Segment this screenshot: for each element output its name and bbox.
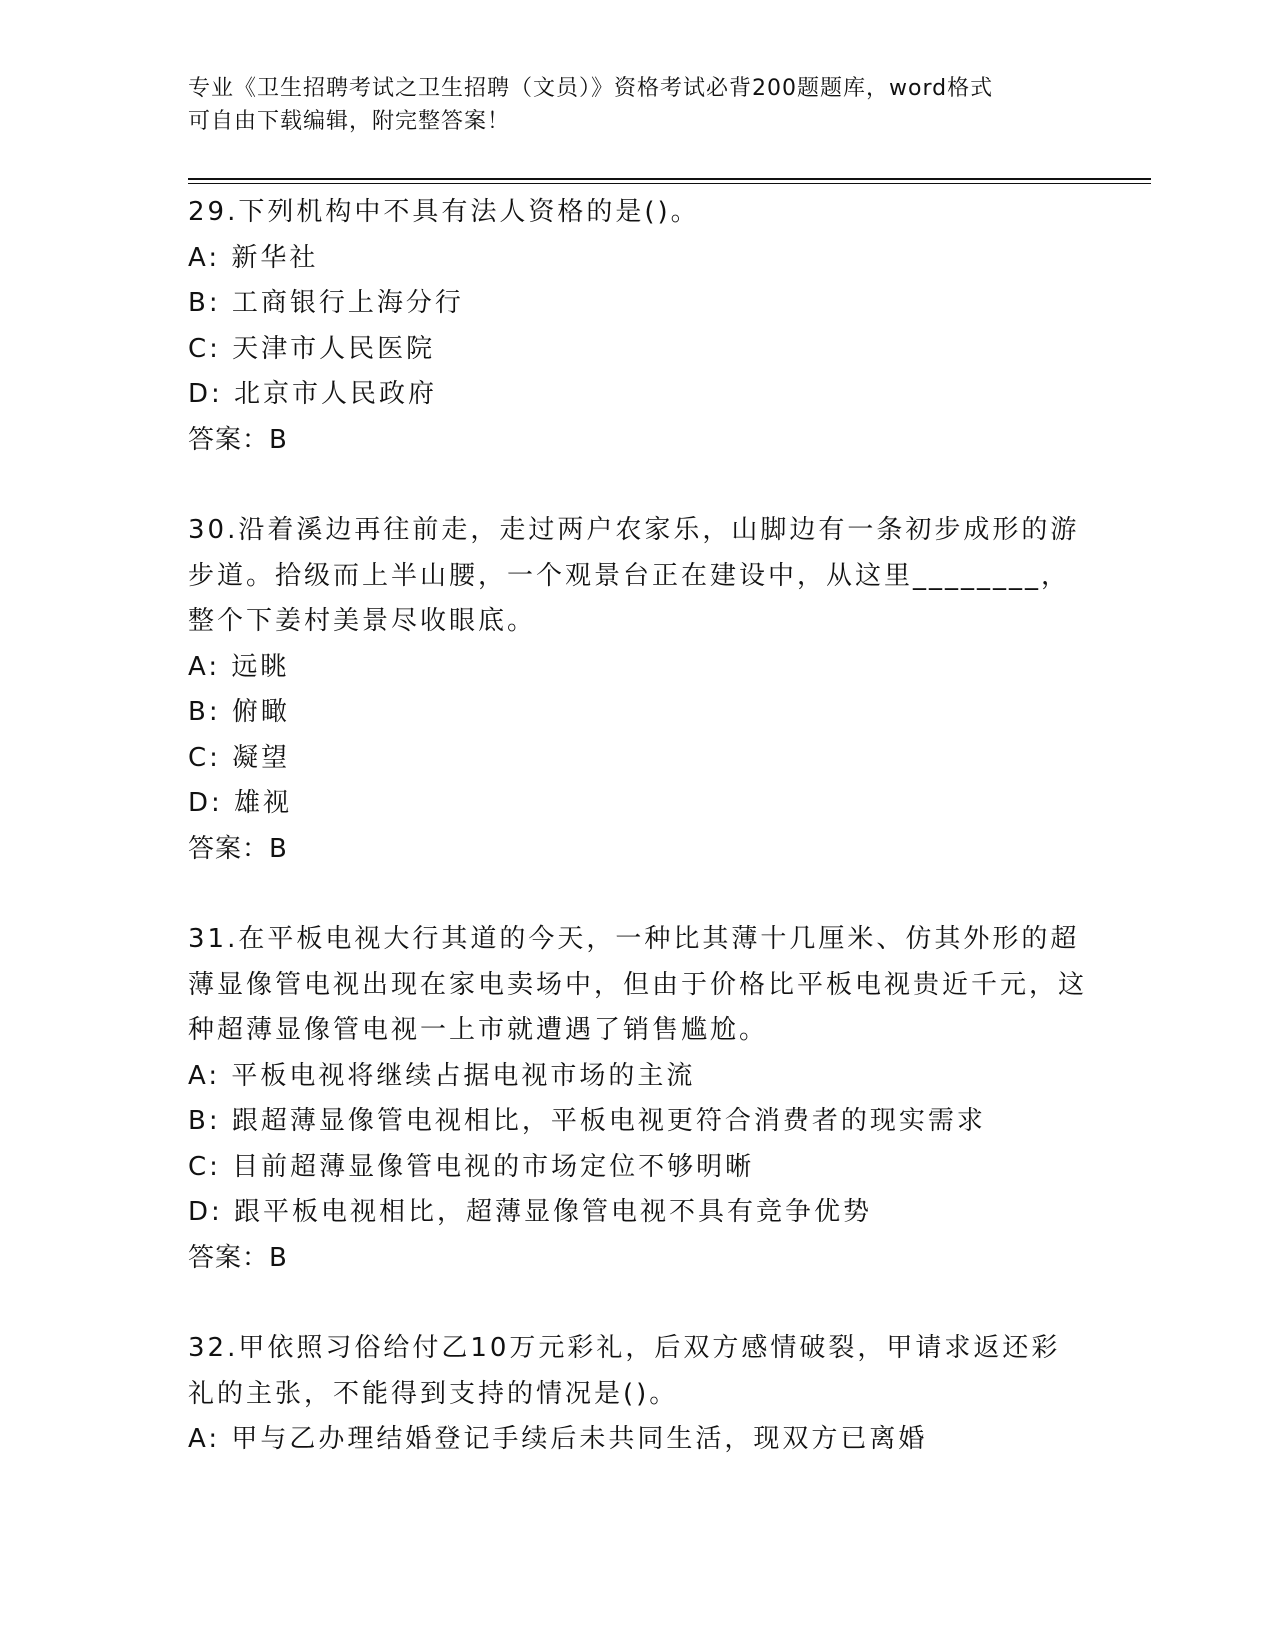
option-a: A: 远眺: [188, 651, 290, 682]
header-line-1: 专业《卫生招聘考试之卫生招聘（文员）》资格考试必背200题题库，word格式: [188, 76, 994, 101]
option-b: B: 俯瞰: [188, 697, 290, 727]
question-32: [188, 1326, 1088, 1463]
question-30: [188, 508, 1088, 872]
document-header: [188, 72, 1088, 138]
answer-line: 答案：B: [188, 1242, 288, 1273]
option-c: C: 凝望: [188, 742, 291, 773]
option-b: B: 工商银行上海分行: [188, 288, 464, 318]
header-divider-thick: [188, 178, 1151, 180]
option-d: D: 跟平板电视相比，超薄显像管电视不具有竞争优势: [188, 1197, 873, 1227]
question-text: 31.在平板电视大行其道的今天，一种比其薄十几厘米、仿其外形的超薄显像管电视出现在家电卖场中，但由于价格比平板电视贵近千元，这种超薄显像管电视一上市就遭遇了销售尴尬。: [188, 924, 1088, 1045]
header-line-2: 可自由下载编辑，附完整答案！: [188, 109, 511, 134]
option-a: A: 甲与乙办理结婚登记手续后未共同生活，现双方已离婚: [188, 1424, 928, 1454]
option-b: B: 跟超薄显像管电视相比，平板电视更符合消费者的现实需求: [188, 1106, 986, 1136]
option-d: D: 北京市人民政府: [188, 379, 438, 409]
question-31: [188, 917, 1088, 1281]
option-c: C: 天津市人民医院: [188, 333, 436, 364]
option-a: A: 新华社: [188, 242, 319, 273]
question-text: 32.甲依照习俗给付乙10万元彩礼，后双方感情破裂，甲请求返还彩礼的主张，不能得到支持的情况是()。: [188, 1333, 1061, 1409]
question-spacer: [188, 1281, 1088, 1326]
option-d: D: 雄视: [188, 788, 293, 818]
question-text: 30.沿着溪边再往前走，走过两户农家乐，山脚边有一条初步成形的游步道。拾级而上半山腰，一个观景台正在建设中，从这里________，整个下姜村美景尽收眼底。: [188, 515, 1080, 636]
question-spacer: [188, 872, 1088, 917]
answer-line: 答案：B: [188, 833, 288, 864]
question-list: [188, 190, 1088, 1463]
question-spacer: [188, 463, 1088, 508]
answer-line: 答案：B: [188, 424, 288, 455]
question-29: [188, 190, 1088, 463]
question-text: 29.下列机构中不具有法人资格的是()。: [188, 197, 700, 227]
option-c: C: 目前超薄显像管电视的市场定位不够明晰: [188, 1151, 755, 1182]
header-divider-thin: [188, 183, 1151, 184]
option-a: A: 平板电视将继续占据电视市场的主流: [188, 1060, 696, 1091]
